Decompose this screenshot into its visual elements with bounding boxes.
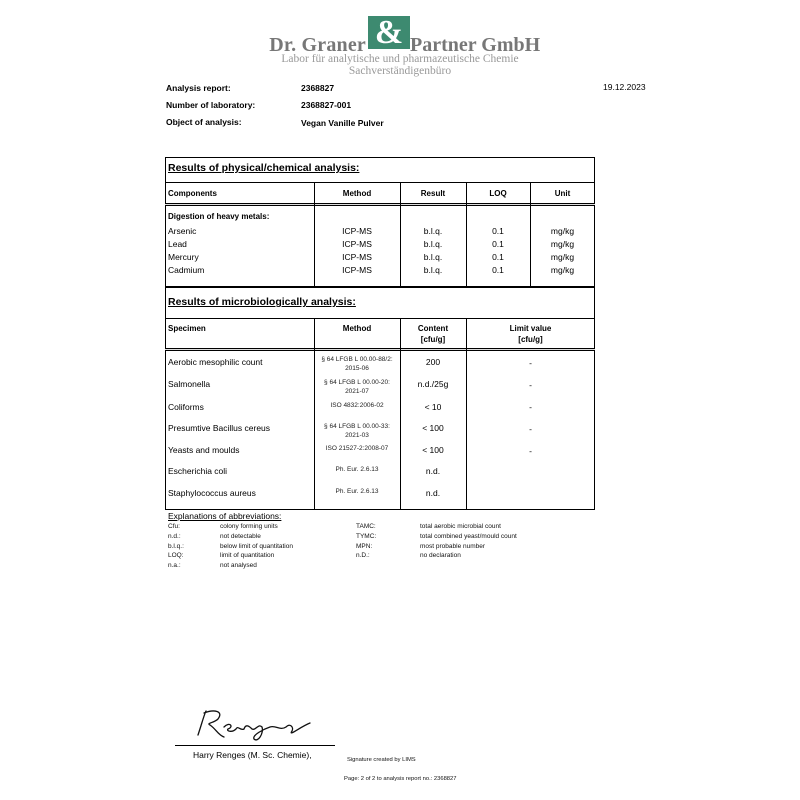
component-result: b.l.q. xyxy=(423,239,443,249)
analysis-report-label: Analysis report: xyxy=(166,83,231,93)
header-content-unit: [cfu/g] xyxy=(420,335,446,344)
signature-line xyxy=(175,745,335,746)
specimen-name: Presumtive Bacillus cereus xyxy=(168,423,271,433)
specimen-content: 200 xyxy=(425,357,441,367)
ampersand-logo-icon: & xyxy=(368,16,410,49)
header-loq: LOQ xyxy=(489,189,507,198)
component-method: ICP-MS xyxy=(342,226,372,236)
specimen-name: Aerobic mesophilic count xyxy=(168,357,263,367)
lab-number-label: Number of laboratory: xyxy=(166,100,256,110)
specimen-method: ISO 4832:2006-02 xyxy=(330,402,384,409)
signatory-name: Harry Renges (M. Sc. Chemie), xyxy=(193,750,312,760)
abbr-key: n.d.: xyxy=(168,533,181,540)
abbr-key: LOQ: xyxy=(168,552,184,559)
abbr-key: TYMC: xyxy=(356,533,377,540)
page-note: Page: 2 of 2 to analysis report no.: 2368827 xyxy=(344,776,457,782)
abbr-text: most probable number xyxy=(420,543,486,550)
abbr-text: limit of quantitation xyxy=(220,552,275,559)
specimen-content: < 100 xyxy=(422,445,444,455)
abbr-text: below limit of quantitation xyxy=(220,543,293,550)
micro-title: Results of microbiologically analysis: xyxy=(168,296,356,308)
header-result: Result xyxy=(420,189,446,198)
abbr-text: not analysed xyxy=(220,562,257,569)
specimen-name: Yeasts and moulds xyxy=(168,445,240,455)
component-name: Cadmium xyxy=(168,265,205,275)
abbr-key: Cfu: xyxy=(168,523,180,530)
specimen-limit: - xyxy=(529,446,532,456)
specimen-content: < 100 xyxy=(422,423,444,433)
component-result: b.l.q. xyxy=(423,265,443,275)
abbr-key: MPN: xyxy=(356,543,373,550)
component-method: ICP-MS xyxy=(342,265,372,275)
component-name: Arsenic xyxy=(168,226,197,236)
abbr-text: total aerobic microbial count xyxy=(420,523,501,530)
abbr-text: total combined yeast/mould count xyxy=(420,533,517,540)
specimen-method: § 64 LFGB L 00.00-88/2: 2015-06 xyxy=(321,356,393,372)
specimen-method: § 64 LFGB L 00.00-20: 2021-07 xyxy=(324,379,390,395)
specimen-content: n.d. xyxy=(425,488,441,498)
report-date: 19.12.2023 xyxy=(603,82,646,92)
analysis-report-value: 2368827 xyxy=(301,83,335,93)
object-label: Object of analysis: xyxy=(166,117,242,127)
specimen-method: ISO 21527-2:2008-07 xyxy=(325,445,389,452)
component-loq: 0.1 xyxy=(492,226,504,236)
component-method: ICP-MS xyxy=(342,252,372,262)
component-unit: mg/kg xyxy=(550,226,575,236)
header-specimen: Specimen xyxy=(168,324,206,333)
company-subtitle-lab: Labor für analytische und pharmazeutische Chemie xyxy=(281,53,519,65)
component-result: b.l.q. xyxy=(423,226,443,236)
specimen-content: n.d./25g xyxy=(417,379,449,389)
abbr-key: b.l.q.: xyxy=(168,543,184,550)
header-unit: Unit xyxy=(554,189,571,198)
component-unit: mg/kg xyxy=(550,265,575,275)
header-method: Method xyxy=(342,189,372,198)
component-loq: 0.1 xyxy=(492,265,504,275)
specimen-name: Salmonella xyxy=(168,379,211,389)
specimen-method: § 64 LFGB L 00.00-33: 2021-03 xyxy=(324,423,390,439)
component-loq: 0.1 xyxy=(492,252,504,262)
header-limit-unit: [cfu/g] xyxy=(518,335,543,344)
specimen-name: Staphylococcus aureus xyxy=(168,488,256,498)
specimen-content: < 10 xyxy=(424,402,442,412)
abbr-text: colony forming units xyxy=(220,523,278,530)
company-subtitle-office: Sachverständigenbüro xyxy=(348,65,452,77)
abbr-key: n.a.: xyxy=(168,562,181,569)
object-value: Vegan Vanille Pulver xyxy=(301,118,384,128)
component-result: b.l.q. xyxy=(423,252,443,262)
specimen-limit: - xyxy=(529,358,532,368)
abbr-key: n.D.: xyxy=(356,552,370,559)
lims-note: Signature created by LIMS xyxy=(347,757,416,763)
abbr-key: TAMC: xyxy=(356,523,376,530)
heavy-metals-group-label: Digestion of heavy metals: xyxy=(168,212,270,221)
abbr-text: no declaration xyxy=(420,552,461,559)
specimen-name: Coliforms xyxy=(168,402,204,412)
specimen-limit: - xyxy=(529,380,532,390)
specimen-method: Ph. Eur. 2.6.13 xyxy=(335,488,379,495)
header-content: Content xyxy=(417,324,449,333)
component-name: Mercury xyxy=(168,252,199,262)
abbreviations-title: Explanations of abbreviations: xyxy=(168,511,282,521)
company-name-right: Partner GmbH xyxy=(410,34,541,56)
component-unit: mg/kg xyxy=(550,252,575,262)
header-limit: Limit value xyxy=(509,324,552,333)
specimen-name: Escherichia coli xyxy=(168,466,228,476)
component-unit: mg/kg xyxy=(550,239,575,249)
specimen-method: Ph. Eur. 2.6.13 xyxy=(335,466,379,473)
component-loq: 0.1 xyxy=(492,239,504,249)
physchem-title: Results of physical/chemical analysis: xyxy=(168,162,360,174)
lab-number-value: 2368827-001 xyxy=(301,100,352,110)
header-components: Components xyxy=(168,189,217,198)
component-name: Lead xyxy=(168,239,187,249)
company-name-left: Dr. Graner xyxy=(269,34,366,56)
specimen-content: n.d. xyxy=(425,466,441,476)
handwritten-signature xyxy=(190,705,320,745)
specimen-limit: - xyxy=(529,424,532,434)
abbr-text: not detectable xyxy=(220,533,261,540)
header-micro-method: Method xyxy=(342,324,372,333)
specimen-limit: - xyxy=(529,402,532,412)
component-method: ICP-MS xyxy=(342,239,372,249)
